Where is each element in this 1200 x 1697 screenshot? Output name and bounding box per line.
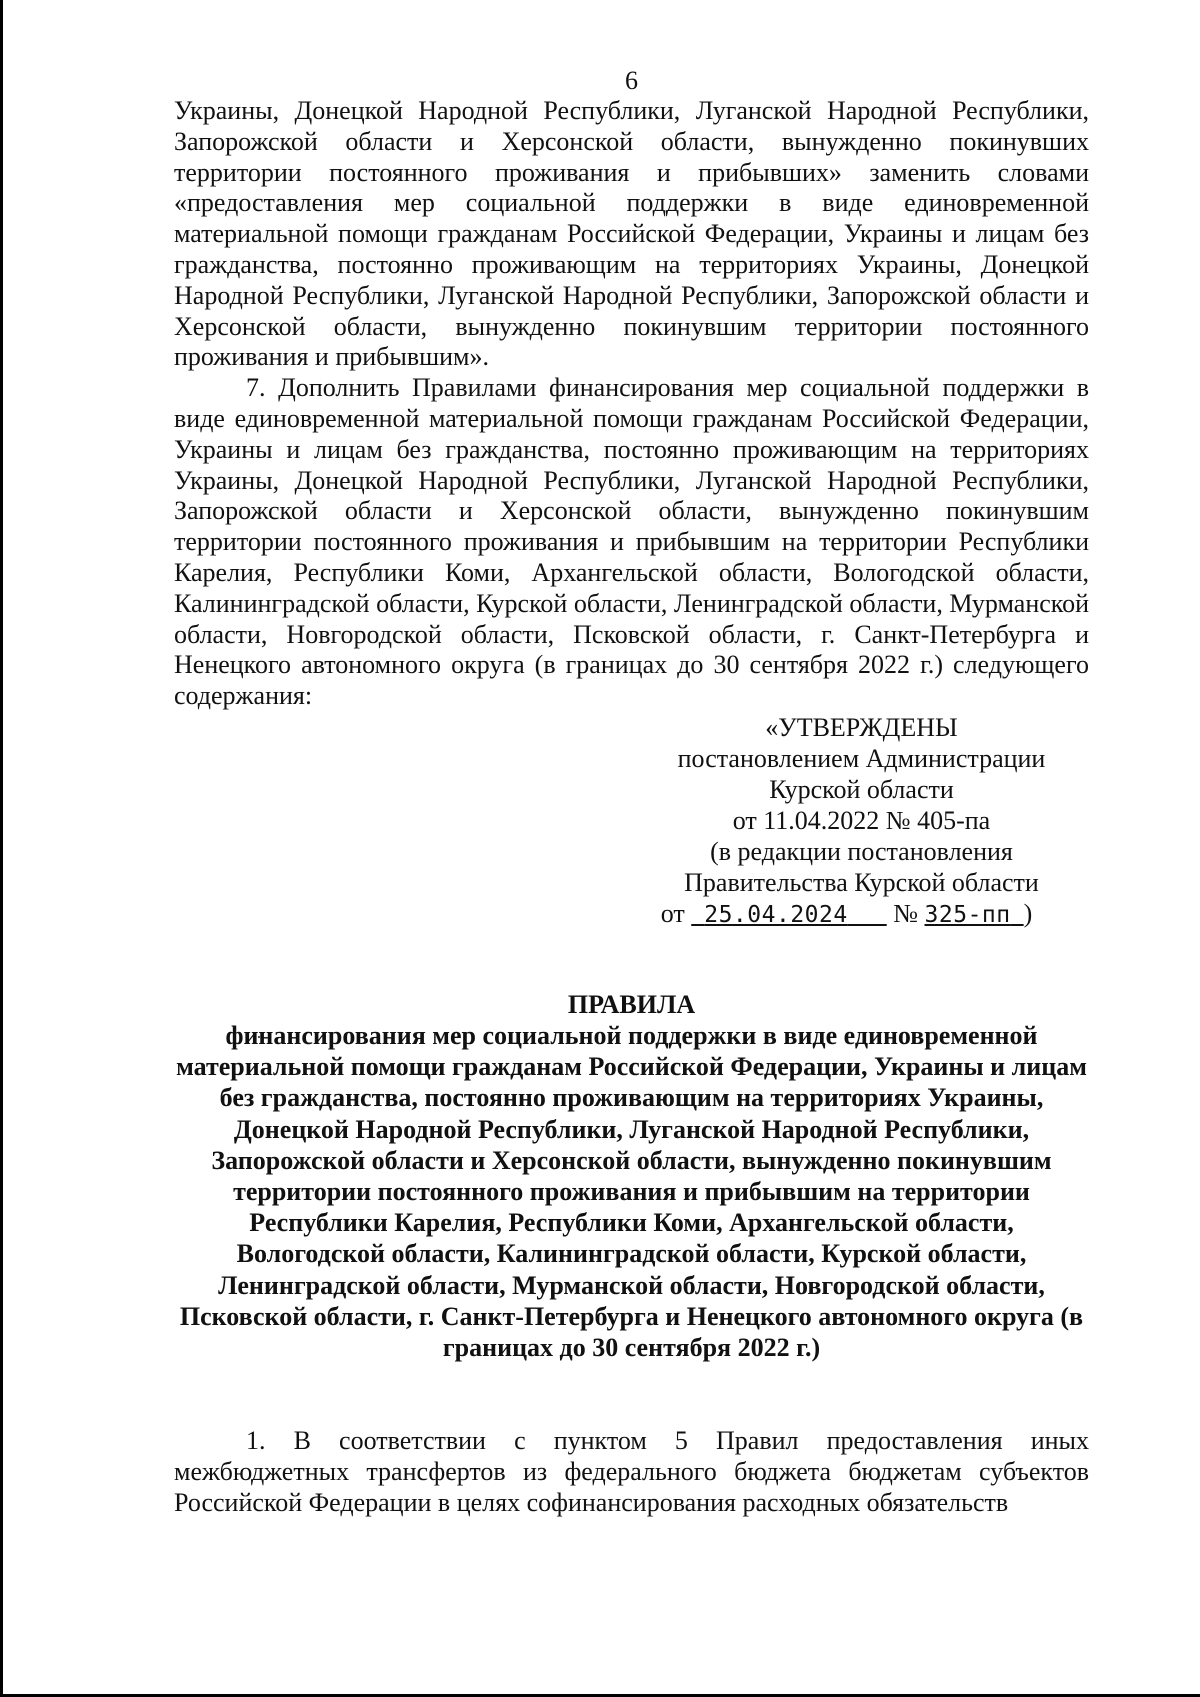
paragraph-continuation: Украины, Донецкой Народной Республики, Луганской Народной Республики, Запорожской области и Херсонской области, вынужденно покинувших территории постоянного проживания и прибывших» заменить словами «предоставления мер социальной поддержки в виде единовременной материальной помощи гражданам Российской Федерации, Украины и лицам без гражданства, постоянно проживающим на территориях Украины, Донецкой Народной Республики, Луганской Народной Республики, Запорожской области и Херсонской области, вынужденно покинувшим территории постоянного проживания и прибывшим». (174, 96, 1089, 372)
approval-line-4: от 11.04.2022 № 405-па (732, 805, 991, 835)
approval-line-6: Правительства Курской области (684, 867, 1039, 897)
rules-point-1: 1. В соответствии с пунктом 5 Правил предоставления иных межбюджетных трансфертов из федерального бюджета бюджетам субъектов Российской Федерации в целях софинансирования расходных обязательств (174, 1426, 1089, 1517)
approval-date-prefix: от (660, 898, 685, 928)
rules-title: ПРАВИЛА (567, 989, 696, 1019)
page-number: 6 (625, 66, 638, 95)
approval-number-prefix: № (893, 898, 919, 928)
paragraph-item-7: 7. Дополнить Правилами финансирования мер социальной поддержки в виде единовременной материальной помощи гражданам Российской Федерации, Украины и лицам без гражданства, постоянно проживающим на территориях Украины, Донецкой Народной Республики, Луганской Народной Республики, Запорожской области и Херсонской области, вынужденно покинувшим территории постоянного проживания и прибывшим на территории Республики Карелия, Республики Коми, Архангельской области, Вологодской области, Калининградской области, Курской области, Ленинградской области, Мурманской области, Новгородской области, Псковской области, г. Санкт-Петербурга и Ненецкого автономного округа (в границах до 30 сентября 2022 г.) следующего содержания: (174, 373, 1089, 711)
approval-line-3: Курской области (769, 774, 954, 804)
approval-line-5: (в редакции постановления (710, 836, 1013, 866)
scan-edge-left (0, 0, 3, 1697)
approval-number-value: 325-пп (924, 901, 1011, 928)
approval-date-value: 25.04.2024 (704, 901, 848, 928)
approval-line-2: постановлением Администрации (677, 743, 1046, 773)
document-page (174, 66, 1089, 1519)
approval-stamp-block (634, 712, 1089, 931)
approval-date-line (604, 898, 1089, 931)
rules-subtitle: финансирования мер социальной поддержки в виде единовременной материальной помощи гражданам Российской Федерации, Украины и лицам без гражданства, постоянно проживающим на территориях Украины, Донецкой Народной Республики, Луганской Народной Республики, Запорожской области и Херсонской области, вынужденно покинувшим территории постоянного проживания и прибывшим на территории Республики Карелия, Республики Коми, Архангельской области, Вологодской области, Калининградской области, Курской области, Ленинградской области, Мурманской области, Новгородской области, Псковской области, г. Санкт-Петербурга и Ненецкого автономного округа (в границах до 30 сентября 2022 г.) (176, 1020, 1087, 1362)
approval-line-1: «УТВЕРЖДЕНЫ (765, 712, 958, 742)
approval-closing-paren: ) (1023, 898, 1033, 928)
